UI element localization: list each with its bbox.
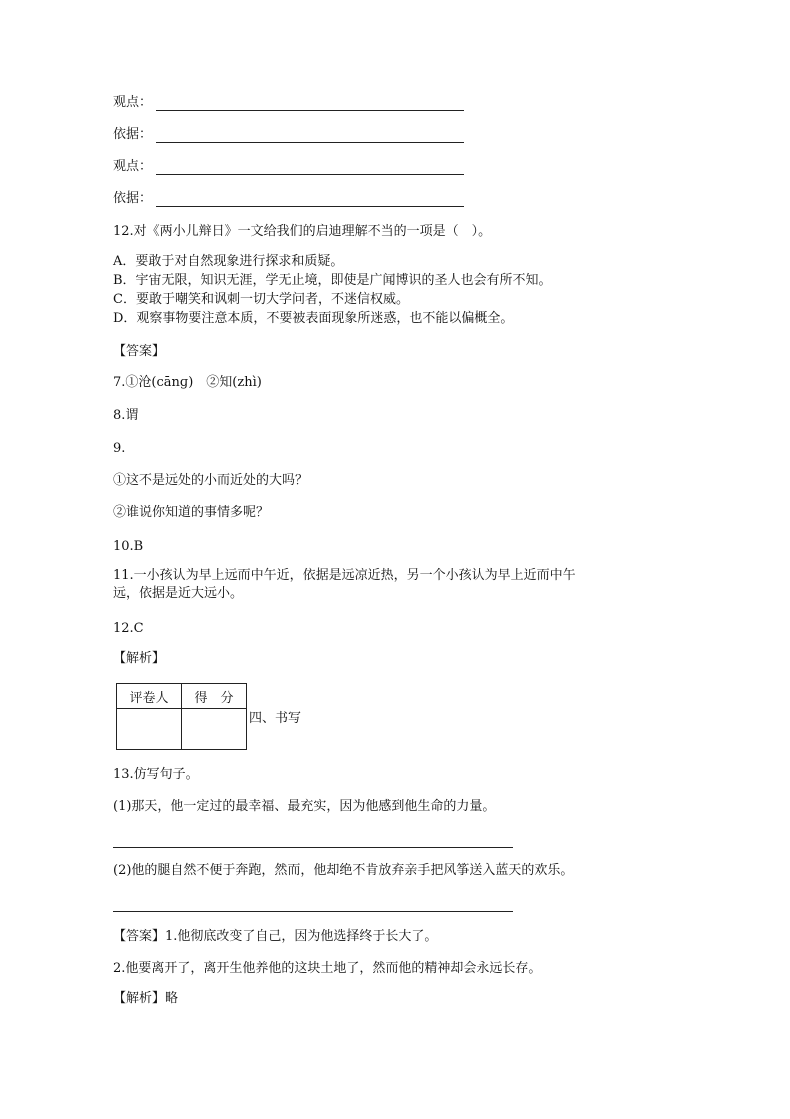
answer-9: 9. bbox=[113, 441, 126, 456]
answer-13-1: 【答案】1.他彻底改变了自己，因为他选择终于长大了。 bbox=[113, 929, 438, 944]
score-header: 得 分 bbox=[182, 684, 247, 709]
answer-10: 10.B bbox=[113, 539, 144, 554]
question-13-1: (1)那天，他一定过的最幸福、最充实，因为他感到他生命的力量。 bbox=[113, 799, 496, 814]
fill-line-label: 依据： bbox=[113, 127, 153, 142]
answer-9-1: ①这不是远处的小而近处的大吗？ bbox=[113, 473, 309, 488]
option-d: D．观察事物要注意本质，不要被表面现象所迷惑，也不能以偏概全。 bbox=[113, 311, 514, 326]
answer-9-2: ②谁说你知道的事情多呢？ bbox=[113, 505, 270, 520]
answer-blank[interactable] bbox=[156, 110, 464, 111]
grading-table bbox=[116, 683, 247, 750]
analysis-heading: 【解析】 bbox=[113, 651, 166, 666]
answer-blank[interactable] bbox=[113, 847, 513, 848]
answer-blank[interactable] bbox=[156, 174, 464, 175]
fill-line-label: 观点： bbox=[113, 95, 153, 110]
option-a: A．要敢于对自然现象进行探求和质疑。 bbox=[113, 254, 344, 269]
question-13-stem: 13.仿写句子。 bbox=[113, 767, 199, 782]
fill-line-label: 观点： bbox=[113, 159, 153, 174]
answer-blank[interactable] bbox=[156, 142, 464, 143]
answer-12: 12.C bbox=[113, 621, 144, 636]
answer-heading: 【答案】 bbox=[113, 344, 166, 359]
answer-8: 8.谓 bbox=[113, 408, 139, 423]
answer-blank[interactable] bbox=[156, 206, 464, 207]
answer-13-2: 2.他要离开了，离开生他养他的这块土地了，然而他的精神却会永远长存。 bbox=[113, 961, 542, 976]
score-cell[interactable] bbox=[182, 709, 247, 750]
reviewer-header: 评卷人 bbox=[117, 684, 182, 709]
answer-11: 11.一小孩认为早上远而中午近，依据是远凉近热，另一个小孩认为早上近而中午远，依据是近大远小。 bbox=[113, 568, 576, 601]
option-b: B．宇宙无限，知识无涯，学无止境，即使是广闻博识的圣人也会有所不知。 bbox=[113, 273, 552, 288]
option-c: C．要敢于嘲笑和讽刺一切大学问者，不迷信权威。 bbox=[113, 292, 409, 307]
question-12-stem: 12.对《两小儿辩日》一文给我们的启迪理解不当的一项是（ ）。 bbox=[113, 224, 492, 239]
section-title: 四、书写 bbox=[249, 711, 302, 726]
answer-7: 7.①沧(cānɡ) ②知(zhì) bbox=[113, 375, 262, 390]
answer-blank[interactable] bbox=[113, 911, 513, 912]
analysis-13: 【解析】略 bbox=[113, 991, 179, 1006]
reviewer-cell[interactable] bbox=[117, 709, 182, 750]
fill-line-label: 依据： bbox=[113, 191, 153, 206]
question-13-2: (2)他的腿自然不便于奔跑，然而，他却绝不肯放弃亲手把风筝送入蓝天的欢乐。 bbox=[113, 863, 574, 878]
